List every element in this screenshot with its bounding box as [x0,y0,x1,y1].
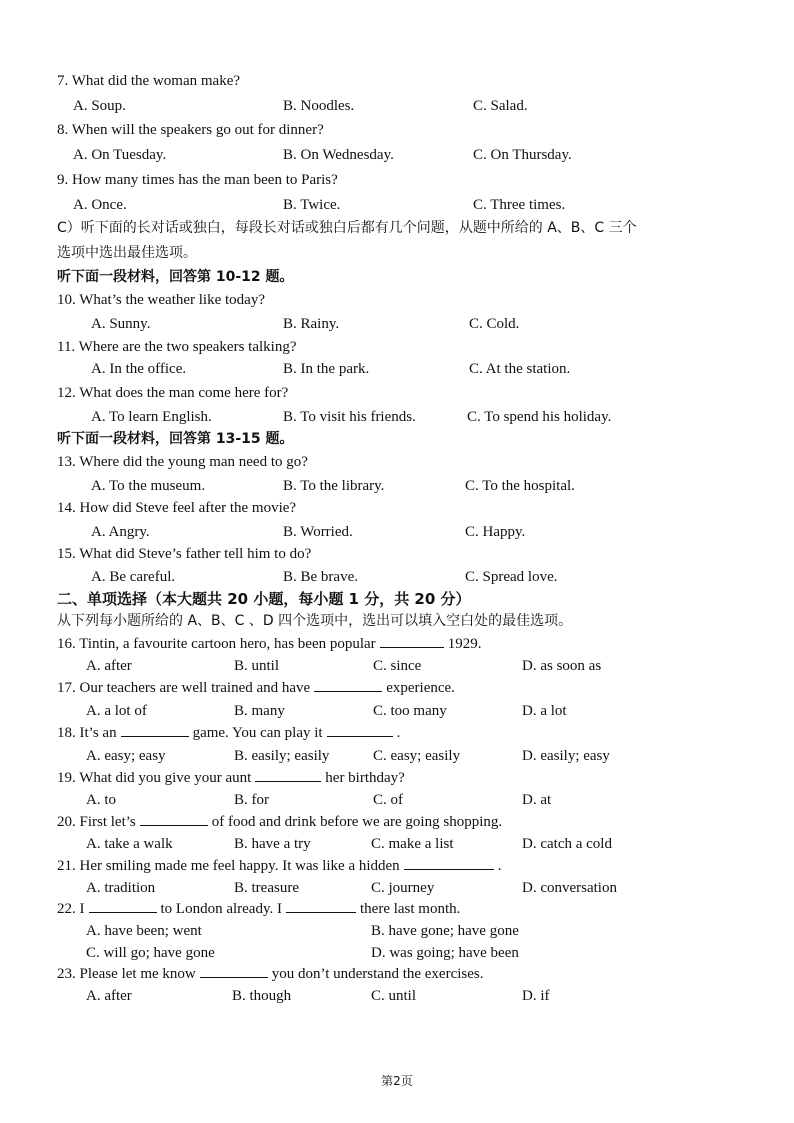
question-14 [0,497,794,519]
question-8-options [0,144,794,166]
question-stem: 11. Where are the two speakers talking? [57,339,297,355]
option-a[interactable]: A. Be careful. [91,569,176,585]
option-d[interactable]: D. catch a cold [522,836,612,852]
option-c[interactable]: C. too many [373,703,447,719]
question-16 [0,633,794,655]
option-c[interactable]: C. Happy. [465,524,526,540]
option-a[interactable]: A. Sunny. [91,316,151,332]
option-a[interactable]: A. Once. [73,197,127,213]
option-b[interactable]: B. Rainy. [283,316,340,332]
question-7-options [0,95,794,117]
question-7 [0,70,794,92]
option-b[interactable]: B. though [232,988,292,1004]
question-stem: 18. It’s an game. You can play it . [57,722,400,744]
question-stem: 8. When will the speakers go out for dinner? [57,122,324,138]
option-a[interactable]: A. tradition [86,880,156,896]
option-c[interactable]: C. until [371,988,417,1004]
question-12-options [0,406,794,428]
question-9 [0,169,794,191]
question-19-options [0,789,794,811]
answer-blank[interactable] [404,855,494,870]
question-8 [0,119,794,141]
question-10-options [0,313,794,335]
option-c[interactable]: C. make a list [371,836,454,852]
question-stem: 7. What did the woman make? [57,73,241,89]
option-a[interactable]: A. Soup. [73,98,126,114]
question-stem: 23. Please let me know you don’t understand the exercises. [57,963,484,985]
page-number: 第2页 [381,1074,413,1088]
option-b[interactable]: B. have gone; have gone [371,923,519,939]
option-d[interactable]: D. at [522,792,552,808]
question-13 [0,451,794,473]
option-a[interactable]: A. after [86,988,132,1004]
question-19 [0,767,794,789]
option-a[interactable]: A. To the museum. [91,478,206,494]
section-heading: 二、单项选择（本大题共 20 小题，每小题 1 分，共 20 分） [57,590,471,608]
option-b[interactable]: B. until [234,658,280,674]
question-12 [0,382,794,404]
option-c[interactable]: C. Spread love. [465,569,558,585]
option-a[interactable]: A. have been; went [86,923,202,939]
option-d[interactable]: D. a lot [522,703,567,719]
question-22 [0,898,794,920]
question-stem: 21. Her smiling made me feel happy. It was like a hidden . [57,855,501,877]
option-c[interactable]: C. Cold. [469,316,520,332]
answer-blank[interactable] [255,767,321,782]
question-14-options [0,521,794,543]
section-c-instruction-cont [0,242,794,264]
answer-blank[interactable] [89,898,157,913]
group-heading: 听下面一段材料，回答第 10-12 题。 [57,269,294,285]
question-22-options-row2 [0,942,794,964]
option-b[interactable]: B. Twice. [283,197,341,213]
question-stem: 19. What did you give your aunt her birthday? [57,767,405,789]
question-23-options [0,985,794,1007]
option-c[interactable]: C. of [373,792,403,808]
option-b[interactable]: B. Be brave. [283,569,358,585]
section-2-heading [0,588,794,610]
question-stem: 15. What did Steve’s father tell him to do? [57,546,312,562]
option-c[interactable]: C. At the station. [469,361,571,377]
option-b[interactable]: B. In the park. [283,361,370,377]
group-heading-13-15 [0,428,794,450]
group-heading-10-12 [0,266,794,288]
option-c[interactable]: C. will go; have gone [86,945,215,961]
option-b[interactable]: B. On Wednesday. [283,147,394,163]
option-c[interactable]: C. To spend his holiday. [467,409,612,425]
option-b[interactable]: B. Noodles. [283,98,355,114]
instruction-line: C）听下面的长对话或独白，每段长对话或独白后都有几个问题，从题中所给的 A、B、C 三个 [57,220,637,236]
question-stem: 12. What does the man come here for? [57,385,289,401]
option-a[interactable]: A. after [86,658,132,674]
instruction-line: 从下列每小题所给的 A、B、C 、D 四个选项中，选出可以填入空白处的最佳选项。 [57,613,573,629]
option-c[interactable]: C. since [373,658,422,674]
question-15 [0,543,794,565]
answer-blank[interactable] [380,633,444,648]
group-heading: 听下面一段材料，回答第 13-15 题。 [57,431,294,447]
option-c[interactable]: C. To the hospital. [465,478,575,494]
option-a[interactable]: A. In the office. [91,361,187,377]
question-21 [0,855,794,877]
question-18 [0,722,794,744]
question-11 [0,336,794,358]
question-stem: 16. Tintin, a favourite cartoon hero, has been popular 1929. [57,633,481,655]
option-d[interactable]: D. as soon as [522,658,602,674]
option-b[interactable]: B. easily; easily [234,748,330,764]
answer-blank[interactable] [140,811,208,826]
option-c[interactable]: C. journey [371,880,435,896]
question-23 [0,963,794,985]
question-stem: 9. How many times has the man been to Paris? [57,172,338,188]
question-11-options [0,358,794,380]
question-stem: 20. First let’s of food and drink before we are going shopping. [57,811,502,833]
option-a[interactable]: A. a lot of [86,703,147,719]
option-b[interactable]: B. treasure [234,880,299,896]
option-b[interactable]: B. many [234,703,285,719]
option-d[interactable]: D. was going; have been [371,945,519,961]
question-9-options [0,194,794,216]
option-a[interactable]: A. To learn English. [91,409,212,425]
instruction-line: 选项中选出最佳选项。 [57,245,197,261]
answer-blank[interactable] [314,677,382,692]
question-17-options [0,700,794,722]
option-c[interactable]: C. easy; easily [373,748,461,764]
answer-blank[interactable] [286,898,356,913]
question-stem: 22. I to London already. I there last month. [57,898,460,920]
question-18-options [0,745,794,767]
question-17 [0,677,794,699]
option-a[interactable]: A. take a walk [86,836,173,852]
section-2-instruction [0,610,794,632]
question-stem: 13. Where did the young man need to go? [57,454,308,470]
option-a[interactable]: A. to [86,792,116,808]
option-d[interactable]: D. if [522,988,550,1004]
option-c[interactable]: C. On Thursday. [473,147,572,163]
answer-blank[interactable] [200,963,268,978]
question-20-options [0,833,794,855]
question-21-options [0,877,794,899]
option-b[interactable]: B. To the library. [283,478,385,494]
option-a[interactable]: A. On Tuesday. [73,147,167,163]
question-22-options-row1 [0,920,794,942]
option-b[interactable]: B. for [234,792,269,808]
option-b[interactable]: B. have a try [234,836,311,852]
answer-blank[interactable] [327,722,393,737]
answer-blank[interactable] [121,722,189,737]
option-d[interactable]: D. conversation [522,880,617,896]
option-d[interactable]: D. easily; easy [522,748,610,764]
option-a[interactable]: A. easy; easy [86,748,166,764]
question-13-options [0,475,794,497]
question-stem: 10. What’s the weather like today? [57,292,265,308]
question-15-options [0,566,794,588]
option-c[interactable]: C. Salad. [473,98,528,114]
question-stem: 17. Our teachers are well trained and have experience. [57,677,455,699]
option-c[interactable]: C. Three times. [473,197,566,213]
option-b[interactable]: B. Worried. [283,524,353,540]
option-a[interactable]: A. Angry. [91,524,150,540]
section-c-instruction [0,217,794,239]
option-b[interactable]: B. To visit his friends. [283,409,416,425]
question-10 [0,289,794,311]
question-20 [0,811,794,833]
question-stem: 14. How did Steve feel after the movie? [57,500,297,516]
question-16-options [0,655,794,677]
